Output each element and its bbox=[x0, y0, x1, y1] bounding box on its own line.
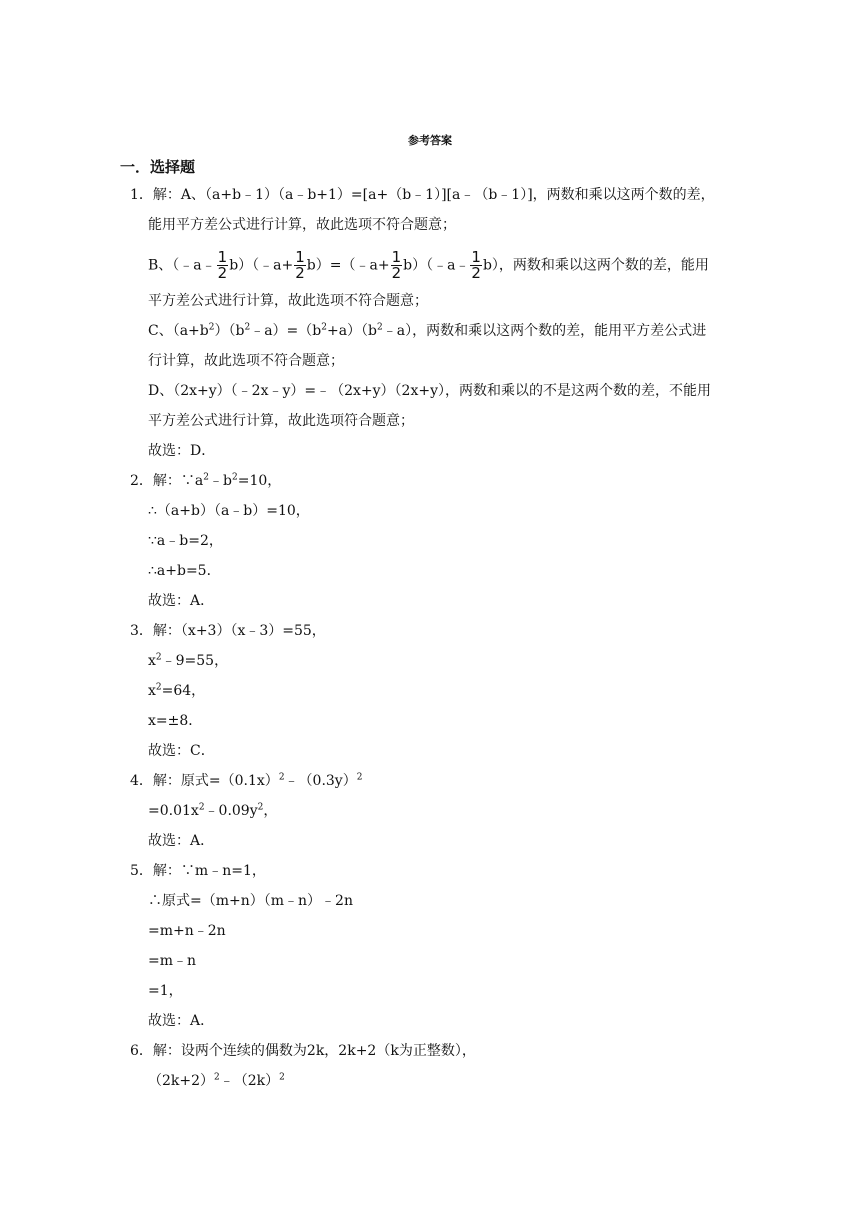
q1-line-3: B、（﹣a﹣ $\frac{1}{2}$ b）（﹣a+ $\frac{1}{2}$ b）=（﹣a+ $\frac{1}{2}$ b）（﹣a﹣ $\frac{1}{2}$ b），两数和乘以这两个数的差，能用 bbox=[148, 248, 709, 282]
q5-line-1: 5．解：∵m﹣n=1， bbox=[130, 863, 266, 879]
q5-line-2: ∴原式=（m+n）（m﹣n）﹣2n bbox=[148, 893, 353, 909]
q2-line-4: ∴a+b=5． bbox=[148, 563, 221, 579]
fraction-half: $\frac{1}{2}$ bbox=[391, 248, 402, 282]
q3-line-2: $x^2﹣9=55$， bbox=[148, 652, 229, 669]
q1-line-6: 行计算，故此选项不符合题意； bbox=[148, 353, 344, 369]
fraction-half: $\frac{1}{2}$ bbox=[471, 248, 481, 282]
q1-line-5: C、$(a+b^2)(b^2﹣a)=(b^2+a)(b^2﹣a)$，两数和乘以这两个数的差，能用平方差公式进 bbox=[148, 322, 707, 339]
q1-line-2: 能用平方差公式进行计算，故此选项不符合题意； bbox=[148, 217, 456, 233]
q2-line-2: ∴（a+b）（a﹣b）=10， bbox=[148, 503, 310, 519]
q1-line-7: D、（2x+y）（﹣2x﹣y）=﹣（2x+y）（2x+y），两数和乘以的不是这两个数的差，不能用 bbox=[148, 383, 711, 399]
q1-line-9: 故选：D． bbox=[148, 443, 216, 459]
q4-line-3: 故选：A． bbox=[148, 833, 215, 849]
q3-line-4: x=±8． bbox=[148, 713, 203, 729]
q1-line-1: 1．解：A、（a+b﹣1）（a﹣b+1）=[a+（b﹣1）][a﹣（b﹣1）]，两数和乘以这两个数的差， bbox=[130, 187, 715, 203]
q1-line-8: 平方差公式进行计算，故此选项符合题意； bbox=[148, 413, 414, 429]
q1-line-4: 平方差公式进行计算，故此选项不符合题意； bbox=[148, 293, 428, 309]
q4-line-2: $=0.01x^2﹣0.09y^2$， bbox=[148, 802, 278, 819]
fraction-half: $\frac{1}{2}$ bbox=[295, 248, 305, 282]
q2-line-5: 故选：A． bbox=[148, 593, 215, 609]
q6-line-1: 6．解：设两个连续的偶数为2k，2k+2（k为正整数）， bbox=[130, 1043, 476, 1059]
q2-line-3: ∵a﹣b=2， bbox=[148, 533, 223, 549]
q3-line-1: 3．解：（x+3）（x﹣3）=55， bbox=[130, 623, 326, 639]
q5-line-5: =1， bbox=[148, 983, 183, 999]
q5-line-3: =m+n﹣2n bbox=[148, 923, 226, 939]
q3-line-3: $x^2=64$， bbox=[148, 682, 206, 699]
fraction-half: $\frac{1}{2}$ bbox=[217, 248, 228, 282]
q2-line-1: 2．解：$\because a^2﹣b^2=10$， bbox=[130, 472, 282, 489]
q3-line-5: 故选：C． bbox=[148, 743, 215, 759]
q5-line-6: 故选：A． bbox=[148, 1013, 215, 1029]
q6-line-2: $(2k+2)^2﹣(2k)^2$ bbox=[148, 1072, 285, 1089]
page-title: 参考答案 bbox=[408, 134, 452, 147]
section-heading: 一．选择题 bbox=[120, 158, 196, 176]
q5-line-4: =m﹣n bbox=[148, 953, 197, 969]
q4-line-1: 4．解：原式$=(0.1x)^2﹣(0.3y)^2$ bbox=[130, 772, 363, 789]
